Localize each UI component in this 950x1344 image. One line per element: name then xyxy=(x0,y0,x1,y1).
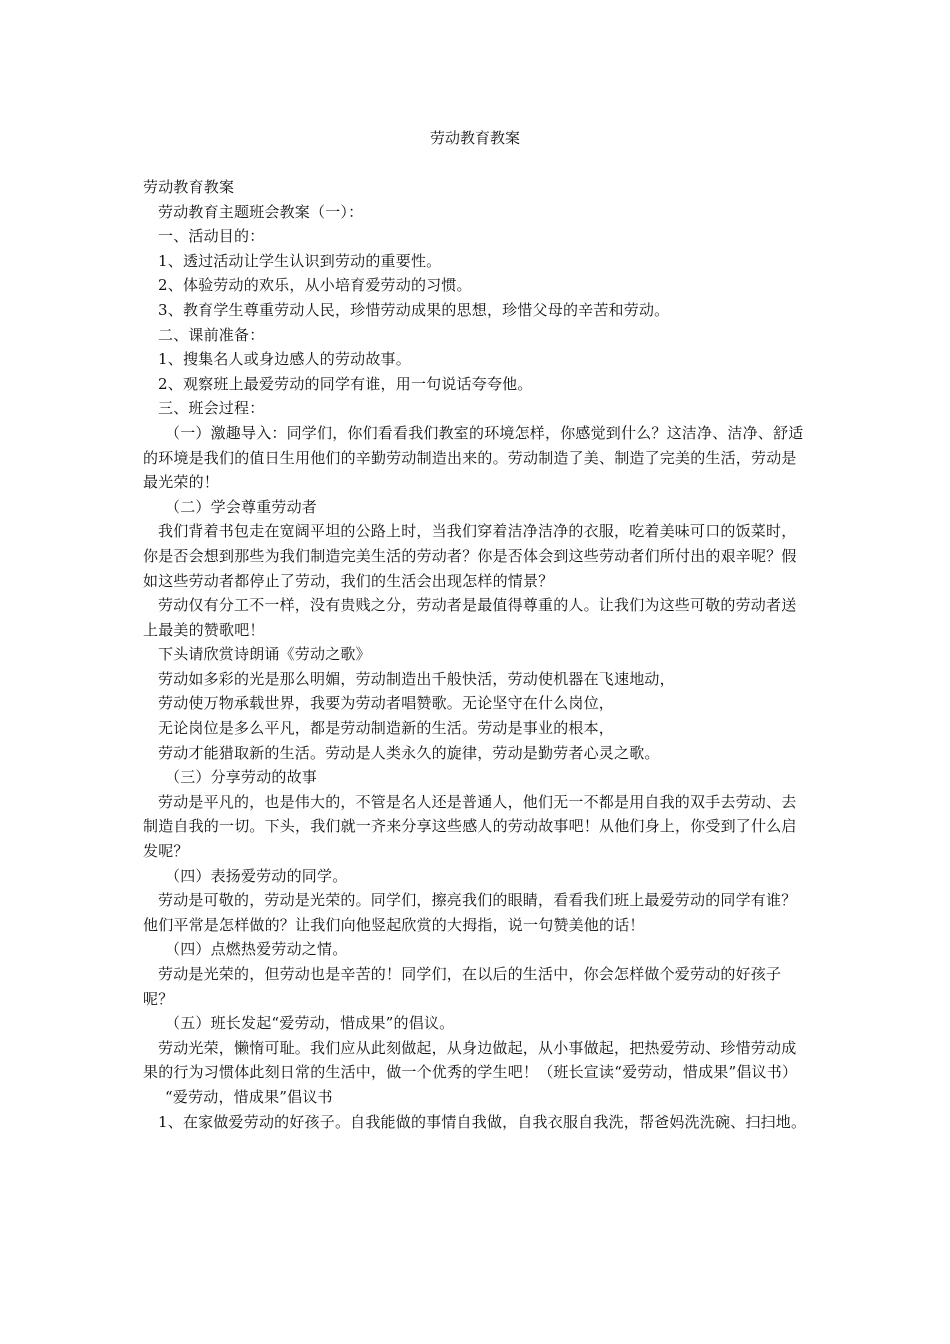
list-item: 1、透过活动让学生认识到劳动的重要性。 xyxy=(158,251,442,270)
list-item: 1、在家做爱劳动的好孩子。自我能做的事情自我做，自我衣服自我洗，帮爸妈洗洗碗、扫扫地。 xyxy=(158,1112,807,1131)
section-heading: 三、班会过程： xyxy=(158,399,265,418)
subsection-heading: （四）点燃热爱劳动之情。 xyxy=(165,940,348,959)
section-heading: 二、课前准备： xyxy=(158,325,265,344)
document-body xyxy=(143,175,811,1134)
paragraph: （一）激趣导入：同学们，你们看看我们教室的环境怎样，你感觉到什么？这洁净、洁净、舒适的环境是我们的值日生用他们的辛勤劳动制造出来的。劳动制造了美、制造了完美的生活，劳动是最光荣的！ xyxy=(143,423,804,492)
poem-line: 劳动才能猎取新的生活。劳动是人类永久的旋律，劳动是勤劳者心灵之歌。 xyxy=(158,743,660,762)
proposal-title: “爱劳动，惜成果”倡议书 xyxy=(165,1087,333,1106)
paragraph: 劳动光荣，懒惰可耻。我们应从此刻做起，从身边做起，从小事做起，把热爱劳动、珍惜劳动成果的行为习惯体此刻日常的生活中，做一个优秀的学生吧！（班长宣读“爱劳动，惜成果”倡议书） xyxy=(143,1038,798,1082)
list-item: 3、教育学生尊重劳动人民，珍惜劳动成果的思想，珍惜父母的辛苦和劳动。 xyxy=(158,300,670,319)
subsection-heading: （二）学会尊重劳动者 xyxy=(165,497,318,516)
heading-text: 劳动教育教案 xyxy=(143,178,235,196)
poem-line: 劳动使万物承载世界，我要为劳动者唱赞歌。无论坚守在什么岗位， xyxy=(158,694,615,713)
list-item: 1、搜集名人或身边感人的劳动故事。 xyxy=(158,350,411,369)
subheading-text: 劳动教育主题班会教案（一）： xyxy=(158,202,364,221)
subsection-heading: （五）班长发起“爱劳动，惜成果”的倡议。 xyxy=(165,1014,455,1033)
paragraph: 劳动仅有分工不一样，没有贵贱之分，劳动者是最值得尊重的人。让我们为这些可敬的劳动者送上最美的赞歌吧！ xyxy=(143,596,797,639)
document-title: 劳动教育教案 xyxy=(429,129,520,147)
poem-line: 劳动如多彩的光是那么明媚，劳动制造出千般快活，劳动使机器在飞速地动， xyxy=(158,669,675,688)
subsection-heading: （四）表扬爱劳动的同学。 xyxy=(165,866,348,885)
paragraph: 劳动是平凡的，也是伟大的，不管是名人还是普通人，他们无一不都是用自我的双手去劳动、去制造自我的一切。下头，我们就一齐来分享这些感人的劳动故事吧！从他们身上，你受到了什么启发呢？ xyxy=(143,792,797,861)
section-heading: 一、活动目的： xyxy=(158,227,265,246)
subsection-heading: （三）分享劳动的故事 xyxy=(165,768,318,787)
poem-line: 无论岗位是多么平凡，都是劳动制造新的生活。劳动是事业的根本， xyxy=(158,719,615,738)
paragraph: 劳动是光荣的，但劳动也是辛苦的！同学们，在以后的生活中，你会怎样做个爱劳动的好孩子呢？ xyxy=(143,965,782,1008)
paragraph: 劳动是可敬的，劳动是光荣的。同学们，擦亮我们的眼睛，看看我们班上最爱劳动的同学有谁？他们平常是怎样做的？让我们向他竖起欣赏的大拇指，说一句赞美他的话！ xyxy=(143,891,797,934)
paragraph: 我们背着书包走在宽阔平坦的公路上时，当我们穿着洁净洁净的衣服，吃着美味可口的饭菜时，你是否会想到那些为我们制造完美生活的劳动者？你是否体会到这些劳动者们所付出的艰辛呢？假如这些劳动者都停止了劳动，我们的生活会出现怎样的情景？ xyxy=(143,522,797,590)
list-item: 2、观察班上最爱劳动的同学有谁，用一句说话夸夸他。 xyxy=(158,374,533,393)
paragraph: 下头请欣赏诗朗诵《劳动之歌》 xyxy=(158,645,371,664)
list-item: 2、体验劳动的欢乐，从小培育爱劳动的习惯。 xyxy=(158,276,472,295)
